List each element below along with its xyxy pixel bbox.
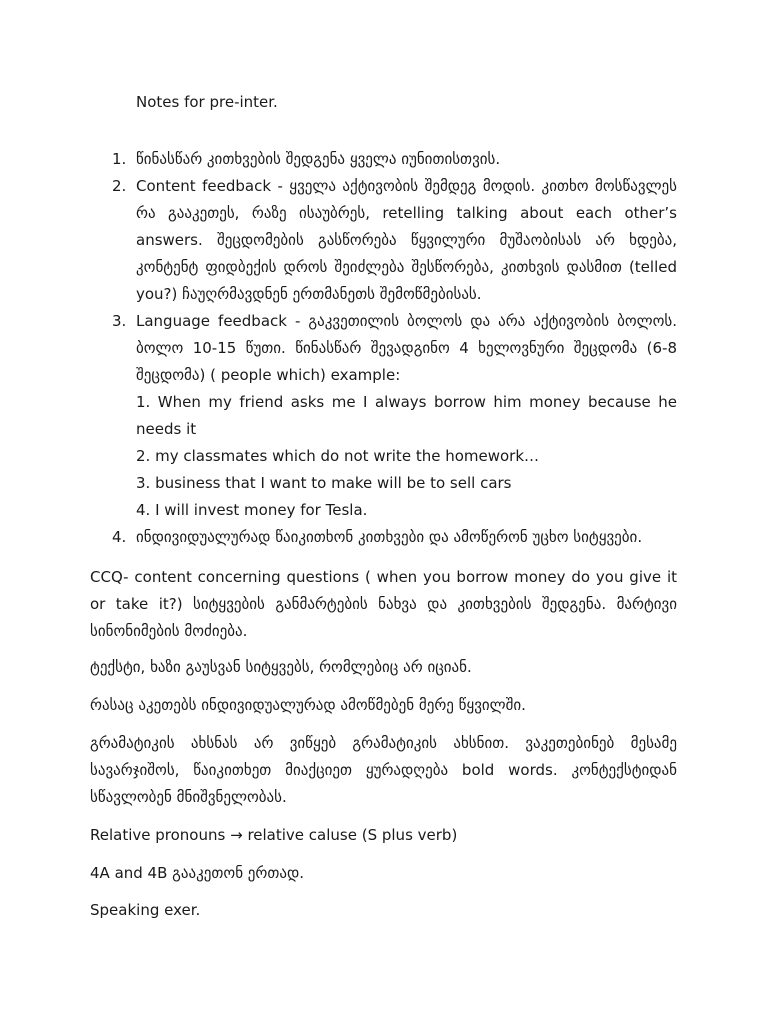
list-item-text: Content feedback - ყველა აქტივობის შემდეგ მოდის. კითხო მოსწავლეს რა გააკეთეს, რაზე ისაუბრეს, retelling talking about each other’s answers. შეცდომების გასწორება წყვილური მუშაობისას არ ხდება, კონტენტ ფიდბექის დროს შეიძლება შესწორება, კითხვის დასმით (telled you?) ჩაუღრმავდნენ ერთმანეთს შემოწმებისას. [136, 177, 677, 303]
example-sentence: 4. I will invest money for Tesla. [136, 501, 368, 519]
list-item-text: წინასწარ კითხვების შედგენა ყველა იუნითისთვის. [136, 150, 501, 168]
example-sentence: 3. business that I want to make will be to sell cars [136, 474, 512, 492]
list-item [0, 524, 677, 551]
list-item [0, 173, 677, 308]
paragraph: რასაც აკეთებს ინდივიდუალურად ამოწმებენ მერე წყვილში. [90, 696, 526, 714]
right-arrow-icon: → [230, 826, 243, 844]
list-item-text: ინდივიდუალურად წაიკითხონ კითხვები და ამოწერონ უცხო სიტყვები. [136, 528, 643, 546]
list-number: 4. [112, 528, 127, 546]
example-sentence: 1. When my friend asks me I always borrow him money because he needs it [136, 393, 677, 438]
grammar-paragraph: გრამატიკის ახსნას არ ვიწყებ გრამატიკის ახსნით. ვაკეთებინებ მესამე სავარჯიშოს, წაიკითხეთ მიაქციეთ ყურადღება bold words. კონტექსტიდან სწავლობენ მნიშვნელობას. [90, 734, 677, 806]
example-sentence: 2. my classmates which do not write the homework… [136, 447, 540, 465]
list-number: 1. [112, 150, 127, 168]
relative-clause-text: relative caluse (S plus verb) [247, 826, 458, 844]
list-item [0, 308, 677, 524]
relative-pronouns-line [90, 822, 677, 849]
paragraph: 4A and 4B გააკეთონ ერთად. [90, 864, 305, 882]
list-number: 3. [112, 312, 127, 330]
paragraph: Speaking exer. [90, 901, 201, 919]
list-number: 2. [112, 177, 127, 195]
list-item [0, 146, 677, 173]
numbered-notes-list [0, 146, 768, 551]
document-title: Notes for pre-inter. [136, 93, 278, 111]
list-item-text: Language feedback - გაკვეთილის ბოლოს და არა აქტივობის ბოლოს. ბოლო 10-15 წუთი. წინასწარ შევადგინო 4 ხელოვნური შეცდომა (6-8 შეცდომა) ( people which) example: [136, 312, 677, 384]
ccq-paragraph: CCQ- content concerning questions ( when you borrow money do you give it or take it?) სიტყვების განმარტების ნახვა და კითხვების შედგენა. მარტივი სინონიმების მოძიება. [90, 568, 677, 640]
relative-pronouns-text: Relative pronouns [90, 826, 226, 844]
paragraph: ტექსტი, ხაზი გაუსვან სიტყვებს, რომლებიც არ იციან. [90, 658, 472, 676]
